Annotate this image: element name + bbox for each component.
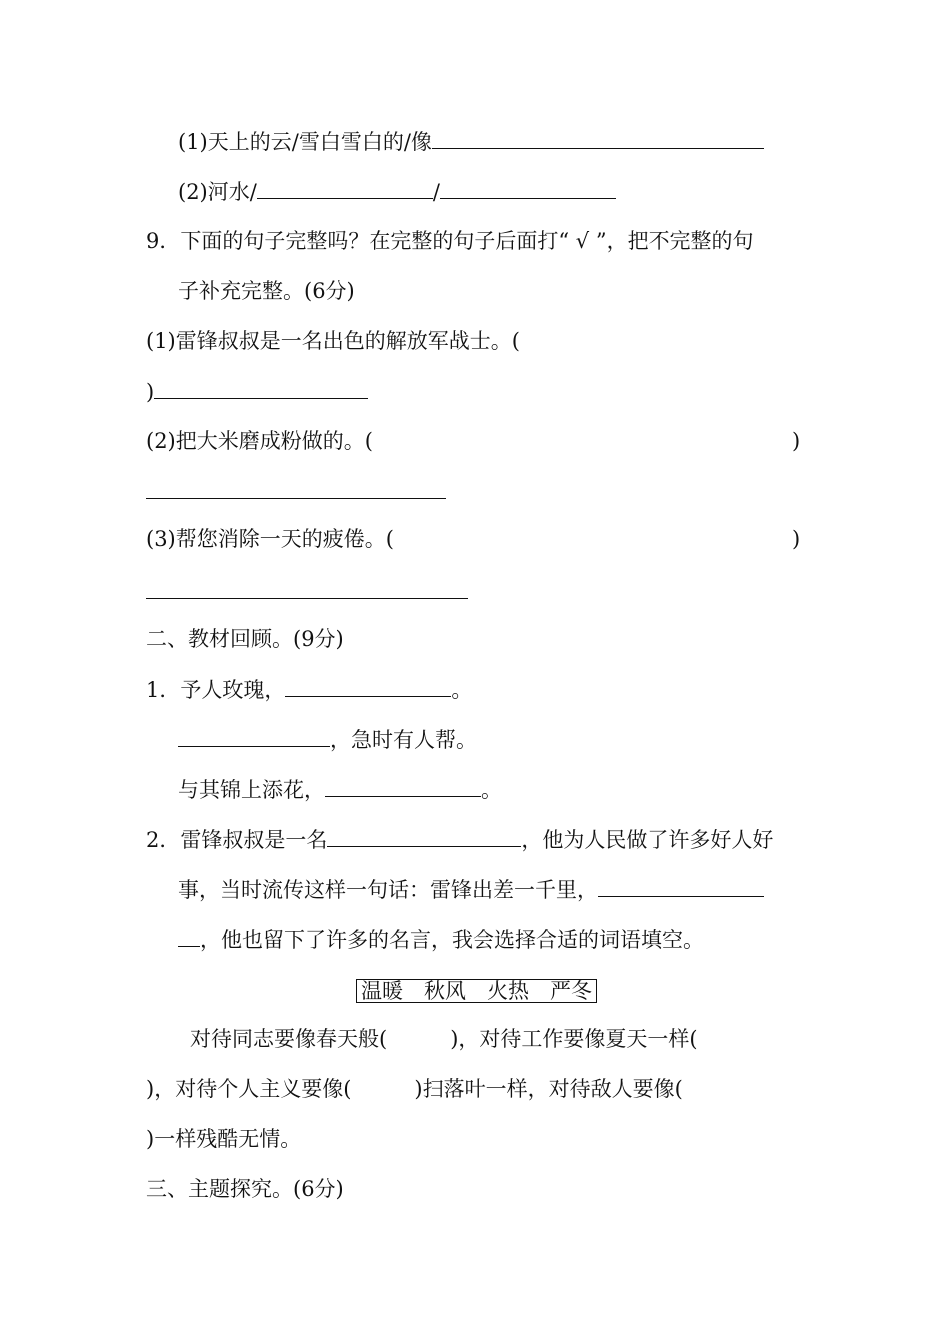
- s2-q1-blank-2[interactable]: [178, 726, 330, 747]
- s2-q2-blank-2[interactable]: [598, 876, 764, 897]
- q9-sentence-1-close-paren: ): [146, 380, 155, 404]
- q8-item-2-blank-1[interactable]: [257, 178, 433, 199]
- fill-paragraph-line-3: )一样残酷无情。: [146, 1127, 302, 1151]
- q9-sentence-2: (2)把大米磨成粉做的。(: [146, 429, 373, 453]
- q9-stem-line-1: 9．下面的句子完整吗？在完整的句子后面打“ √ ”，把不完整的句: [146, 229, 754, 253]
- s2-q1-line-1-end: 。: [451, 678, 473, 702]
- word-bank-box: 温暖 秋风 火热 严冬: [356, 979, 597, 1003]
- s2-q1-line-2: [178, 726, 477, 753]
- fill-paragraph-line-2: )，对待个人主义要像( )扫落叶一样，对待敌人要像(: [146, 1077, 683, 1101]
- q9-sentence-3-blank[interactable]: [146, 598, 468, 599]
- q9-sentence-2-close-paren: ): [792, 429, 801, 453]
- q8-item-1-blank[interactable]: [432, 128, 764, 149]
- q8-item-1: [178, 128, 764, 155]
- s2-q1-line-1-text: 1．予人玫瑰，: [146, 678, 286, 702]
- s2-q1-line-3: [178, 776, 502, 803]
- s2-q1-line-3-end: 。: [481, 778, 502, 802]
- q8-item-1-text: (1)天上的云/雪白雪白的/像: [178, 130, 432, 154]
- s2-q2-line-1-text: 2．雷锋叔叔是一名: [146, 828, 328, 852]
- s2-q2-line-2: [178, 876, 764, 903]
- s2-q2-blank-2-cont[interactable]: [178, 926, 200, 947]
- q8-item-2-slash: /: [432, 180, 440, 204]
- s2-q1-line-3-text: 与其锦上添花，: [178, 778, 325, 802]
- fill-paragraph-line-1: 对待同志要像春天般( )，对待工作要像夏天一样(: [190, 1027, 698, 1051]
- q9-stem-line-2: 子补充完整。(6分): [178, 279, 355, 303]
- s2-q1-line-2-end: ，急时有人帮。: [330, 728, 477, 752]
- word-bank: [356, 978, 597, 1004]
- s2-q1-line-1: [146, 676, 472, 703]
- q8-item-2: [178, 178, 616, 205]
- s2-q2-line-3-text: ，他也留下了许多的名言，我会选择合适的词语填空。: [200, 928, 704, 952]
- s2-q2-blank-1[interactable]: [327, 826, 521, 847]
- q9-sentence-1-answer: [146, 378, 368, 405]
- s2-q2-line-3: [178, 926, 704, 953]
- s2-q2-line-2-text: 事，当时流传这样一句话：雷锋出差一千里，: [178, 878, 598, 902]
- s2-q2-line-1: [146, 826, 773, 853]
- q8-item-2-text: (2)河水/: [178, 180, 257, 204]
- q9-sentence-1-blank[interactable]: [154, 378, 368, 399]
- section-2-title: 二、教材回顾。(9分): [146, 627, 344, 651]
- section-3-title: 三、主题探究。(6分): [146, 1177, 344, 1201]
- q9-sentence-2-blank[interactable]: [146, 498, 446, 499]
- q9-sentence-3: (3)帮您消除一天的疲倦。(: [146, 527, 394, 551]
- s2-q1-blank-1[interactable]: [285, 676, 451, 697]
- s2-q1-blank-3[interactable]: [325, 776, 481, 797]
- q8-item-2-blank-2[interactable]: [440, 178, 616, 199]
- q9-sentence-1: (1)雷锋叔叔是一名出色的解放军战士。(: [146, 329, 520, 353]
- s2-q2-line-1-end: ，他为人民做了许多好人好: [521, 828, 774, 852]
- q9-sentence-3-close-paren: ): [792, 527, 801, 551]
